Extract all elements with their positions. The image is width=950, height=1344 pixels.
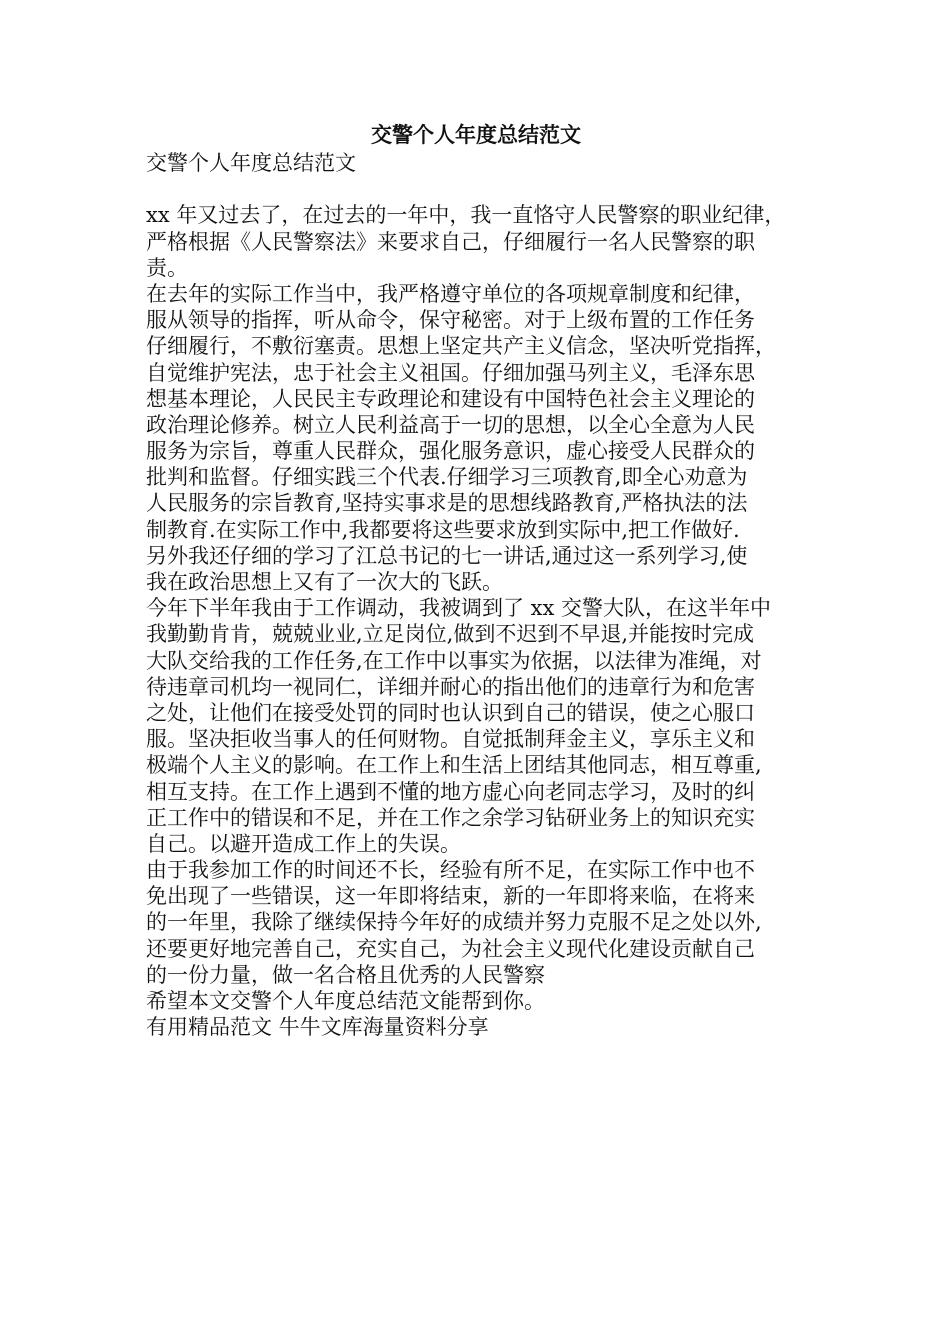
body-line: 正工作中的错误和不足，并在工作之余学习钻研业务上的知识充实	[146, 805, 755, 830]
body-line: 想基本理论，人民民主专政理论和建设有中国特色社会主义理论的	[146, 386, 755, 411]
body-line: 仔细履行，不敷衍塞责。思想上坚定共产主义信念，坚决听党指挥，	[146, 334, 776, 359]
closing-line: 希望本文交警个人年度总结范文能帮到你。	[146, 989, 545, 1013]
body-line: 责。	[146, 255, 188, 280]
body-line: 服务为宗旨，尊重人民群众，强化服务意识，虚心接受人民群众的	[146, 439, 755, 464]
body-line: 批判和监督。仔细实践三个代表.仔细学习三项教育,即全心劝意为	[146, 465, 748, 490]
body-line: 还要更好地完善自己，充实自己，为社会主义现代化建设贡献自己	[146, 936, 755, 961]
body-line: 之处，让他们在接受处罚的同时也认识到自己的错误，使之心服口	[146, 700, 755, 725]
footer-line: 有用精品范文 牛牛文库海量资料分享	[146, 1015, 489, 1040]
body-line: 大队交给我的工作任务,在工作中以事实为依据，以法律为准绳，对	[146, 648, 762, 673]
body-line: 制教育.在实际工作中,我都要将这些要求放到实际中,把工作做好.	[146, 517, 740, 542]
body-line: 自觉维护宪法，忠于社会主义祖国。仔细加强马列主义，毛泽东思	[146, 360, 755, 385]
body-line: 的一份力量，做一名合格且优秀的人民警察	[146, 962, 545, 987]
body-line: 人民服务的宗旨教育,坚持实事求是的思想线路教育,严格执法的法	[146, 491, 748, 516]
blank-line	[146, 176, 808, 202]
body-line: 我在政治思想上又有了一次大的飞跃。	[146, 570, 503, 594]
body-line: 服从领导的指挥，听从命令，保守秘密。对于上级布置的工作任务	[146, 308, 755, 333]
document-body	[146, 150, 808, 1040]
body-line: 严格根据《人民警察法》来要求自己，仔细履行一名人民警察的职	[146, 229, 755, 254]
body-line: 极端个人主义的影响。在工作上和生活上团结其他同志，相互尊重,	[146, 753, 762, 778]
document-subtitle: 交警个人年度总结范文	[146, 151, 356, 175]
body-line: 另外我还仔细的学习了江总书记的七一讲话,通过这一系列学习,使	[146, 543, 748, 568]
body-line: 由于我参加工作的时间还不长，经验有所不足，在实际工作中也不	[146, 858, 755, 883]
document-title: 交警个人年度总结范文	[371, 122, 581, 147]
body-line: 政治理论修养。树立人民利益高于一切的思想，以全心全意为人民	[146, 412, 755, 437]
body-line: 今年下半年我由于工作调动，我被调到了 xx 交警大队，在这半年中	[146, 596, 772, 621]
body-line: 相互支持。在工作上遇到不懂的地方虚心向老同志学习，及时的纠	[146, 779, 755, 804]
body-line: 的一年里，我除了继续保持今年好的成绩并努力克服不足之处以外,	[146, 910, 762, 935]
body-line: 免出现了一些错误，这一年即将结束，新的一年即将来临，在将来	[146, 884, 755, 909]
body-line: 待违章司机均一视同仁，详细并耐心的指出他们的违章行为和危害	[146, 674, 755, 699]
body-line: 自己。以避开造成工作上的失误。	[146, 831, 461, 856]
body-line: xx 年又过去了，在过去的一年中，我一直恪守人民警察的职业纪律，	[146, 203, 786, 228]
body-line: 我勤勤肯肯，兢兢业业,立足岗位,做到不迟到不早退,并能按时完成	[146, 622, 755, 647]
body-line: 服。坚决拒收当事人的任何财物。自觉抵制拜金主义，享乐主义和	[146, 727, 755, 752]
body-line: 在去年的实际工作当中，我严格遵守单位的各项规章制度和纪律，	[146, 281, 755, 306]
